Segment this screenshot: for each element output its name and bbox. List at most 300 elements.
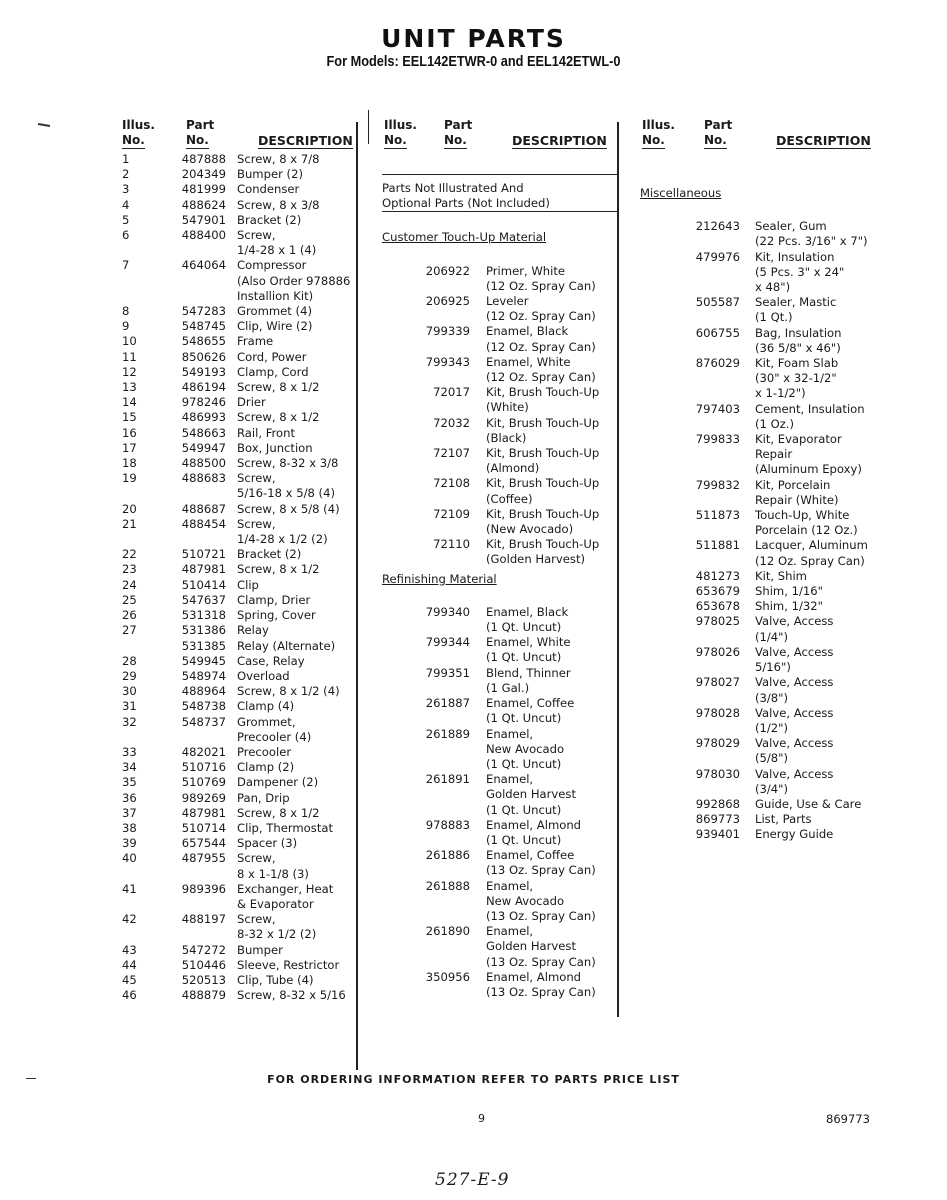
part-number: 72108 bbox=[433, 476, 470, 491]
part-number: 510769 bbox=[181, 775, 226, 790]
illus-number: 13 bbox=[122, 380, 137, 395]
illus-number: 12 bbox=[122, 364, 137, 379]
part-description: Sleeve, Restrictor bbox=[237, 957, 340, 972]
part-header-top: Part bbox=[444, 118, 473, 132]
illus-number: 29 bbox=[122, 668, 137, 683]
table-row bbox=[120, 562, 360, 577]
table-row bbox=[382, 537, 618, 567]
part-description: Bumper (2) bbox=[237, 167, 303, 182]
part-description: Enamel, White (1 Qt. Uncut) bbox=[486, 635, 571, 665]
table-row bbox=[120, 228, 360, 258]
part-description: Clamp (4) bbox=[237, 699, 295, 714]
refinishing-heading: Refinishing Material bbox=[382, 571, 497, 586]
table-row bbox=[120, 304, 360, 319]
illus-number: 30 bbox=[122, 684, 137, 699]
part-description: Bumper bbox=[237, 942, 283, 957]
part-description: Valve, Access (5/8") bbox=[755, 736, 834, 766]
part-description: Sealer, Mastic (1 Qt.) bbox=[755, 295, 837, 325]
part-description: Dampener (2) bbox=[237, 775, 319, 790]
part-number: 510446 bbox=[181, 957, 226, 972]
part-number: 464064 bbox=[181, 258, 226, 273]
part-description: Clamp (2) bbox=[237, 760, 295, 775]
illus-number: 10 bbox=[122, 334, 137, 349]
part-description: Shim, 1/32" bbox=[755, 599, 823, 614]
part-description: Kit, Evaporator Repair (Aluminum Epoxy) bbox=[755, 432, 862, 477]
part-number: 657544 bbox=[181, 836, 226, 851]
table-row bbox=[120, 608, 360, 623]
part-description: Condenser bbox=[237, 182, 300, 197]
part-number: 510414 bbox=[181, 577, 226, 592]
table-row bbox=[120, 213, 360, 228]
ordering-note: FOR ORDERING INFORMATION REFER TO PARTS PRICE LIST bbox=[267, 1073, 680, 1086]
part-number: 531385 bbox=[181, 638, 226, 653]
part-description: Spring, Cover bbox=[237, 608, 316, 623]
part-number: 511881 bbox=[695, 538, 740, 553]
part-description: Screw, 8 x 5/8 (4) bbox=[237, 501, 340, 516]
table-row bbox=[120, 365, 360, 380]
table-row bbox=[382, 385, 618, 415]
table-row bbox=[120, 547, 360, 562]
miscellaneous-list bbox=[640, 219, 880, 842]
part-number: 261887 bbox=[425, 696, 470, 711]
column-header bbox=[120, 118, 360, 152]
table-row bbox=[120, 973, 360, 988]
part-description: Shim, 1/16" bbox=[755, 584, 823, 599]
illus-header-top: Illus. bbox=[642, 118, 675, 132]
table-row bbox=[120, 715, 360, 745]
description-header: DESCRIPTION bbox=[776, 133, 871, 148]
part-number: 978030 bbox=[695, 766, 740, 781]
table-row bbox=[120, 943, 360, 958]
table-row bbox=[120, 851, 360, 881]
table-row bbox=[120, 350, 360, 365]
illus-number: 46 bbox=[122, 988, 137, 1003]
part-number: 978029 bbox=[695, 736, 740, 751]
part-description: Box, Junction bbox=[237, 440, 313, 455]
part-description: Relay (Alternate) bbox=[237, 638, 336, 653]
part-description: Bracket (2) bbox=[237, 212, 302, 227]
illus-number: 17 bbox=[122, 440, 137, 455]
table-row bbox=[120, 426, 360, 441]
table-row bbox=[120, 410, 360, 425]
parts-column-left bbox=[120, 118, 360, 1003]
part-header-bottom: No. bbox=[186, 133, 209, 149]
part-number: 488500 bbox=[181, 456, 226, 471]
part-description: Kit, Brush Touch-Up (New Avocado) bbox=[486, 506, 600, 537]
table-row bbox=[382, 970, 618, 1000]
part-number: 479976 bbox=[695, 249, 740, 264]
part-description: Enamel, Golden Harvest (1 Qt. Uncut) bbox=[486, 772, 576, 817]
part-description: Enamel, New Avocado (13 Oz. Spray Can) bbox=[486, 878, 596, 923]
part-number: 547272 bbox=[181, 942, 226, 957]
part-number: 350956 bbox=[425, 969, 470, 984]
part-number: 992868 bbox=[695, 796, 740, 811]
part-number: 797403 bbox=[695, 401, 740, 416]
part-number: 488879 bbox=[181, 988, 226, 1003]
illus-number: 39 bbox=[122, 836, 137, 851]
page-number: 9 bbox=[478, 1112, 485, 1125]
table-row bbox=[640, 250, 880, 296]
illus-number: 16 bbox=[122, 425, 137, 440]
part-number: 653678 bbox=[695, 599, 740, 614]
illus-number: 21 bbox=[122, 516, 137, 531]
part-description: Primer, White (12 Oz. Spray Can) bbox=[486, 263, 596, 293]
table-row bbox=[120, 958, 360, 973]
table-row bbox=[120, 395, 360, 410]
table-row bbox=[382, 324, 618, 354]
part-number: 799832 bbox=[695, 477, 740, 492]
table-row bbox=[120, 578, 360, 593]
part-number: 531386 bbox=[181, 623, 226, 638]
part-description: Enamel, Black (12 Oz. Spray Can) bbox=[486, 324, 596, 354]
table-row bbox=[382, 476, 618, 506]
table-row bbox=[120, 258, 360, 304]
illus-number: 1 bbox=[122, 152, 130, 166]
illus-number: 6 bbox=[122, 228, 130, 243]
table-row bbox=[120, 182, 360, 197]
part-number: 487955 bbox=[181, 851, 226, 866]
part-number: 978883 bbox=[425, 817, 470, 832]
table-row bbox=[120, 745, 360, 760]
page-subtitle: For Models: EEL142ETWR-0 and EEL142ETWL-0 bbox=[326, 53, 621, 70]
part-description: Valve, Access (3/4") bbox=[755, 766, 834, 796]
part-number: 510714 bbox=[181, 820, 226, 835]
part-number: 547901 bbox=[181, 212, 226, 227]
table-row bbox=[382, 446, 618, 476]
part-description: Cement, Insulation (1 Oz.) bbox=[755, 401, 865, 431]
part-description: Exchanger, Heat & Evaporator bbox=[237, 881, 334, 911]
table-row bbox=[640, 432, 880, 478]
illus-number: 9 bbox=[122, 319, 130, 334]
part-description: Case, Relay bbox=[237, 653, 305, 668]
part-description: Screw, 8 x 7/8 bbox=[237, 152, 320, 166]
table-row bbox=[640, 478, 880, 508]
table-row bbox=[382, 605, 618, 635]
part-header-top: Part bbox=[186, 118, 215, 132]
part-number: 72017 bbox=[433, 385, 470, 400]
illus-number: 5 bbox=[122, 212, 130, 227]
part-number: 978025 bbox=[695, 614, 740, 629]
part-number: 488624 bbox=[181, 197, 226, 212]
illus-number: 11 bbox=[122, 349, 137, 364]
part-number: 505587 bbox=[695, 295, 740, 310]
table-row bbox=[120, 821, 360, 836]
part-number: 547283 bbox=[181, 304, 226, 319]
illus-number: 18 bbox=[122, 456, 137, 471]
part-description: Valve, Access (1/4") bbox=[755, 614, 834, 644]
part-description: Kit, Brush Touch-Up (Black) bbox=[486, 415, 600, 445]
part-description: Screw, 8 x 1/2 (4) bbox=[237, 684, 340, 699]
table-row bbox=[382, 879, 618, 925]
part-description: Screw, 8 x 3/8 bbox=[237, 197, 320, 212]
part-number: 850626 bbox=[181, 349, 226, 364]
illus-number: 27 bbox=[122, 623, 137, 638]
table-row bbox=[382, 848, 618, 878]
illus-number: 33 bbox=[122, 744, 137, 759]
part-number: 510716 bbox=[181, 760, 226, 775]
part-description: Kit, Brush Touch-Up (White) bbox=[486, 385, 600, 415]
table-row bbox=[382, 416, 618, 446]
illus-number: 43 bbox=[122, 942, 137, 957]
illus-number: 38 bbox=[122, 820, 137, 835]
part-number: 978028 bbox=[695, 705, 740, 720]
illus-number: 3 bbox=[122, 182, 130, 197]
illus-number: 14 bbox=[122, 395, 137, 410]
part-description: Clamp, Cord bbox=[237, 364, 309, 379]
part-description: Screw, 8 x 1/2 bbox=[237, 410, 320, 425]
part-number: 488687 bbox=[181, 501, 226, 516]
part-number: 531318 bbox=[181, 608, 226, 623]
part-number: 487981 bbox=[181, 562, 226, 577]
part-header-top: Part bbox=[704, 118, 733, 132]
part-number: 799344 bbox=[425, 635, 470, 650]
illus-number: 22 bbox=[122, 547, 137, 562]
part-description: Screw, 8-32 x 1/2 (2) bbox=[237, 912, 317, 942]
part-description: Screw, 5/16-18 x 5/8 (4) bbox=[237, 471, 335, 501]
part-description: Kit, Porcelain Repair (White) bbox=[755, 477, 839, 507]
part-description: Clip, Tube (4) bbox=[237, 972, 314, 987]
illus-number: 25 bbox=[122, 592, 137, 607]
table-row bbox=[120, 760, 360, 775]
table-row bbox=[382, 294, 618, 324]
description-header: DESCRIPTION bbox=[512, 133, 607, 148]
touchup-heading: Customer Touch-Up Material bbox=[382, 230, 547, 245]
part-number: 481273 bbox=[695, 568, 740, 583]
table-row bbox=[120, 593, 360, 608]
table-row bbox=[640, 508, 880, 538]
part-description: Screw, 8-32 x 3/8 bbox=[237, 456, 339, 471]
part-description: Overload bbox=[237, 668, 290, 683]
part-number: 799351 bbox=[425, 665, 470, 680]
part-description: Kit, Brush Touch-Up (Coffee) bbox=[486, 476, 600, 506]
part-number: 261890 bbox=[425, 924, 470, 939]
part-description: Relay bbox=[237, 623, 269, 638]
part-number: 486194 bbox=[181, 380, 226, 395]
parts-column-middle bbox=[382, 118, 618, 1000]
table-row bbox=[640, 614, 880, 644]
part-description: Bracket (2) bbox=[237, 547, 302, 562]
table-row bbox=[120, 319, 360, 334]
table-row bbox=[120, 471, 360, 501]
part-description: Frame bbox=[237, 334, 274, 349]
table-row bbox=[120, 775, 360, 790]
part-number: 939401 bbox=[695, 827, 740, 842]
table-row bbox=[382, 727, 618, 773]
part-description: Clamp, Drier bbox=[237, 592, 311, 607]
part-description: Screw, 8 x 1/2 bbox=[237, 380, 320, 395]
part-description: Screw, 8 x 1-1/8 (3) bbox=[237, 851, 309, 881]
part-number: 869773 bbox=[695, 812, 740, 827]
part-description: Valve, Access 5/16") bbox=[755, 644, 834, 675]
table-row bbox=[120, 456, 360, 471]
part-description: Lacquer, Aluminum (12 Oz. Spray Can) bbox=[755, 538, 868, 568]
part-number: 487888 bbox=[181, 152, 226, 166]
table-row bbox=[120, 334, 360, 349]
part-number: 548655 bbox=[181, 334, 226, 349]
document-number: 869773 bbox=[826, 1112, 870, 1126]
table-row bbox=[382, 818, 618, 848]
part-number: 548974 bbox=[181, 668, 226, 683]
part-description: Enamel, White (12 Oz. Spray Can) bbox=[486, 354, 596, 385]
table-row bbox=[640, 356, 880, 402]
table-row bbox=[640, 706, 880, 736]
column-divider bbox=[368, 110, 369, 144]
part-number: 549947 bbox=[181, 440, 226, 455]
parts-column-right bbox=[640, 118, 880, 843]
part-description: Grommet, Precooler (4) bbox=[237, 714, 312, 744]
part-number: 511873 bbox=[695, 508, 740, 523]
part-number: 482021 bbox=[181, 744, 226, 759]
part-number: 549193 bbox=[181, 364, 226, 379]
table-row bbox=[120, 639, 360, 654]
part-description: Touch-Up, White Porcelain (12 Oz.) bbox=[755, 508, 858, 538]
table-row bbox=[120, 167, 360, 182]
part-number: 488197 bbox=[181, 912, 226, 927]
part-description: Clip, Wire (2) bbox=[237, 319, 313, 334]
table-row bbox=[640, 599, 880, 614]
part-description: Drier bbox=[237, 395, 266, 410]
part-number: 520513 bbox=[181, 972, 226, 987]
part-description: Sealer, Gum (22 Pcs. 3/16" x 7") bbox=[755, 219, 868, 249]
table-row bbox=[640, 767, 880, 797]
part-number: 510721 bbox=[181, 547, 226, 562]
illus-header-bottom: No. bbox=[122, 133, 145, 149]
illus-number: 24 bbox=[122, 577, 137, 592]
part-number: 549945 bbox=[181, 653, 226, 668]
part-description: Kit, Brush Touch-Up (Golden Harvest) bbox=[486, 537, 600, 567]
part-number: 261886 bbox=[425, 848, 470, 863]
column-header bbox=[382, 118, 618, 152]
touchup-list bbox=[382, 264, 618, 568]
part-description: Kit, Insulation (5 Pcs. 3" x 24" x 48") bbox=[755, 249, 845, 295]
part-description: Valve, Access (3/8") bbox=[755, 675, 834, 705]
table-row bbox=[640, 584, 880, 599]
table-row bbox=[640, 402, 880, 432]
illus-number: 20 bbox=[122, 501, 137, 516]
table-row bbox=[120, 684, 360, 699]
table-row bbox=[382, 772, 618, 818]
table-row bbox=[382, 355, 618, 385]
part-description: Screw, 8 x 1/2 bbox=[237, 805, 320, 820]
part-description: Cord, Power bbox=[237, 349, 307, 364]
illus-number: 44 bbox=[122, 957, 137, 972]
table-row bbox=[640, 645, 880, 675]
part-description: Energy Guide bbox=[755, 827, 834, 842]
part-description: Screw, 8 x 1/2 bbox=[237, 562, 320, 577]
part-number: 876029 bbox=[695, 356, 740, 371]
table-row bbox=[640, 295, 880, 325]
part-number: 548737 bbox=[181, 714, 226, 729]
table-row bbox=[120, 806, 360, 821]
part-description: Guide, Use & Care bbox=[755, 796, 862, 811]
illus-number: 4 bbox=[122, 197, 130, 212]
table-row bbox=[120, 988, 360, 1003]
illus-number: 8 bbox=[122, 304, 130, 319]
part-number: 212643 bbox=[695, 219, 740, 234]
table-row bbox=[120, 623, 360, 638]
part-number: 488683 bbox=[181, 471, 226, 486]
illus-number: 34 bbox=[122, 760, 137, 775]
illus-number: 41 bbox=[122, 881, 137, 896]
part-number: 72032 bbox=[433, 415, 470, 430]
miscellaneous-heading: Miscellaneous bbox=[640, 186, 722, 200]
table-row bbox=[640, 797, 880, 812]
part-description: Leveler (12 Oz. Spray Can) bbox=[486, 294, 596, 324]
part-number: 261888 bbox=[425, 878, 470, 893]
illus-number: 40 bbox=[122, 851, 137, 866]
part-description: Enamel, Coffee (1 Qt. Uncut) bbox=[486, 696, 575, 726]
table-row bbox=[120, 699, 360, 714]
illus-number: 7 bbox=[122, 258, 130, 273]
part-description: List, Parts bbox=[755, 812, 812, 827]
scan-speck bbox=[38, 123, 50, 127]
table-row bbox=[640, 812, 880, 827]
part-description: Kit, Brush Touch-Up (Almond) bbox=[486, 446, 600, 476]
part-number: 547637 bbox=[181, 592, 226, 607]
table-row bbox=[640, 736, 880, 766]
part-description: Enamel, Almond (13 Oz. Spray Can) bbox=[486, 969, 596, 999]
part-number: 978026 bbox=[695, 644, 740, 659]
part-number: 799339 bbox=[425, 324, 470, 339]
part-description: Clip, Thermostat bbox=[237, 820, 334, 835]
part-number: 72109 bbox=[433, 506, 470, 521]
illus-number: 42 bbox=[122, 912, 137, 927]
illus-number: 28 bbox=[122, 653, 137, 668]
illus-header-top: Illus. bbox=[384, 118, 417, 132]
part-description: Enamel, New Avocado (1 Qt. Uncut) bbox=[486, 726, 565, 771]
part-description: Enamel, Almond (1 Qt. Uncut) bbox=[486, 817, 582, 847]
illus-number: 2 bbox=[122, 167, 130, 182]
table-row bbox=[382, 924, 618, 970]
part-number: 72107 bbox=[433, 446, 470, 461]
part-header-bottom: No. bbox=[704, 133, 727, 149]
table-row bbox=[120, 654, 360, 669]
table-row bbox=[120, 441, 360, 456]
page-title: UNIT PARTS bbox=[381, 24, 566, 53]
illus-number: 32 bbox=[122, 714, 137, 729]
part-number: 206922 bbox=[425, 263, 470, 278]
illus-number: 45 bbox=[122, 972, 137, 987]
illus-number: 26 bbox=[122, 608, 137, 623]
part-number: 481999 bbox=[181, 182, 226, 197]
table-row bbox=[640, 827, 880, 842]
part-description: Pan, Drip bbox=[237, 790, 290, 805]
illus-number: 37 bbox=[122, 805, 137, 820]
table-row bbox=[120, 152, 360, 167]
table-row bbox=[382, 507, 618, 537]
part-number: 799340 bbox=[425, 604, 470, 619]
table-row bbox=[382, 264, 618, 294]
part-description: Valve, Access (1/2") bbox=[755, 705, 834, 735]
table-row bbox=[382, 666, 618, 696]
table-row bbox=[640, 675, 880, 705]
part-description: Kit, Shim bbox=[755, 568, 807, 583]
part-description: Precooler bbox=[237, 744, 292, 759]
table-row bbox=[120, 882, 360, 912]
part-number: 548745 bbox=[181, 319, 226, 334]
illus-header-top: Illus. bbox=[122, 118, 155, 132]
table-row bbox=[382, 635, 618, 665]
part-description: Blend, Thinner (1 Gal.) bbox=[486, 665, 571, 695]
part-description: Compressor (Also Order 978886 Installion Kit) bbox=[237, 258, 351, 303]
part-number: 989269 bbox=[181, 790, 226, 805]
illus-number: 19 bbox=[122, 471, 137, 486]
part-number: 978246 bbox=[181, 395, 226, 410]
refinishing-list bbox=[382, 605, 618, 1000]
table-row bbox=[120, 791, 360, 806]
illus-header-bottom: No. bbox=[384, 133, 407, 149]
table-row bbox=[120, 502, 360, 517]
